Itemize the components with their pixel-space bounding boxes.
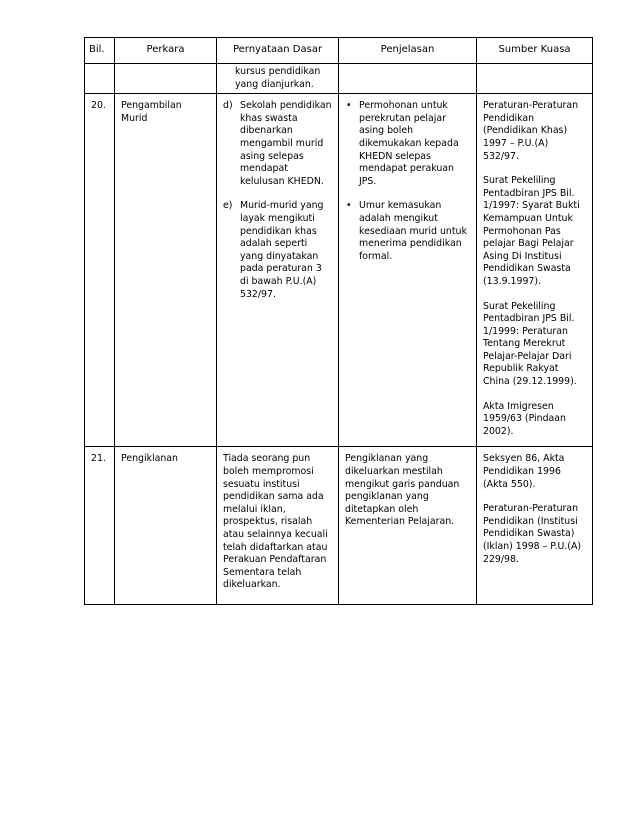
header-bil: Bil. — [85, 38, 115, 64]
table-row-20 — [85, 94, 593, 447]
list-item — [223, 200, 332, 301]
sumber-paragraph: Seksyen 86, Akta Pendidikan 1996 (Akta 550). — [483, 453, 565, 490]
header-sumber-kuasa: Sumber Kuasa — [477, 38, 593, 64]
continued-row — [85, 64, 593, 94]
sumber-paragraph: Akta Imigresen 1959/63 (Pindaan 2002). — [483, 400, 566, 437]
row20-pernyataan-cell — [217, 94, 339, 447]
list-marker: e) — [223, 200, 233, 212]
header-perkara: Perkara — [115, 38, 217, 64]
sumber-paragraph: Surat Pekeliling Pentadbiran JPS Bil. 1/1997: Syarat Bukti Kemampuan Untuk Permohonan Pas pelajar Bagi Pelajar Asing Di Institusi Pendidikan Swasta (13.9.1997). — [483, 175, 580, 287]
header-penjelasan: Penjelasan — [339, 38, 477, 64]
sumber-paragraph: Surat Pekeliling Pentadbiran JPS Bil. 1/1999: Peraturan Tentang Merekrut Pelajar-Pelajar Dari Republik Rakyat China (29.12.1999). — [483, 300, 577, 388]
row20-pernyataan-list — [223, 100, 332, 301]
continued-perkara-cell — [115, 64, 217, 94]
continued-bil-cell — [85, 64, 115, 94]
list-item-text: Umur kemasukan adalah mengikut kesediaan murid untuk menerima pendidikan formal. — [359, 200, 467, 262]
sumber-paragraph: Peraturan-Peraturan Pendidikan (Institusi Pendidikan Swasta) (Iklan) 1998 – P.U.(A) 229/98. — [483, 503, 582, 565]
list-item — [345, 200, 470, 263]
row21-perkara: Pengiklanan — [115, 447, 217, 605]
row20-perkara: Pengambilan Murid — [115, 94, 217, 447]
list-item-text: Sekolah pendidikan khas swasta dibenarkan mengambil murid asing selepas mendapat kelulusan KHEDN. — [240, 100, 332, 187]
continued-sumber-cell — [477, 64, 593, 94]
row20-sumber-cell — [477, 94, 593, 447]
bullet-icon: • — [346, 200, 352, 212]
header-pernyataan-dasar: Pernyataan Dasar — [217, 38, 339, 64]
row20-penjelasan-cell — [339, 94, 477, 447]
bullet-icon: • — [346, 100, 352, 112]
continued-pernyataan-cell — [217, 64, 339, 94]
row21-penjelasan: Pengiklanan yang dikeluarkan mestilah mengikut garis panduan pengiklanan yang ditetapkan oleh Kementerian Pelajaran. — [339, 447, 477, 605]
continued-pernyataan-text: kursus pendidikan yang dianjurkan. — [235, 66, 321, 90]
regulation-table — [84, 37, 593, 605]
list-item-text: Murid-murid yang layak mengikuti pendidikan khas adalah seperti yang dinyatakan pada peraturan 3 di bawah P.U.(A) 532/97. — [240, 200, 324, 300]
row20-bil: 20. — [85, 94, 115, 447]
list-item — [223, 100, 332, 188]
sumber-paragraph: Peraturan-Peraturan Pendidikan (Pendidikan Khas) 1997 – P.U.(A) 532/97. — [483, 100, 579, 162]
list-item-text: Permohonan untuk perekrutan pelajar asing boleh dikemukakan kepada KHEDN selepas mendapat perakuan JPS. — [359, 100, 459, 187]
row21-pernyataan: Tiada seorang pun boleh mempromosi sesuatu institusi pendidikan sama ada melalui iklan, prospektus, risalah atau selainnya kecuali telah didaftarkan atau Perakuan Pendaftaran Sementara telah dikeluarkan. — [217, 447, 339, 605]
row21-bil: 21. — [85, 447, 115, 605]
list-marker: d) — [223, 100, 233, 112]
row20-penjelasan-list — [345, 100, 470, 263]
table-row-21 — [85, 447, 593, 605]
list-item — [345, 100, 470, 188]
header-row — [85, 38, 593, 64]
row21-sumber-cell — [477, 447, 593, 605]
continued-penjelasan-cell — [339, 64, 477, 94]
